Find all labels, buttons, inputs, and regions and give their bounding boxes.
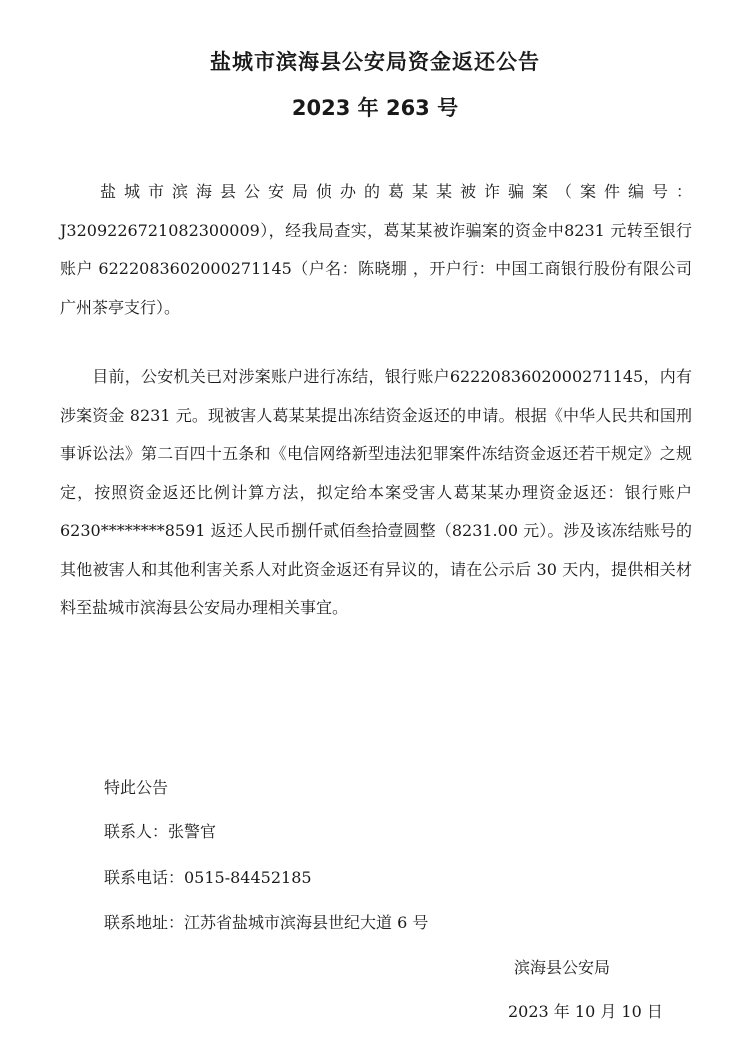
body-paragraph-1-text: 盐城市滨海县公安局侦办的葛某某被诈骗案（案件编号：J3209226721082300009），经我局查实，葛某某被诈骗案的资金中8231 元转至银行账户 6222083602000271145（户名：陈晓堋 ，开户行：中国工商银行股份有限公司广州茶亭支行）。 [60, 182, 692, 317]
closing-statement: 特此公告 [104, 778, 169, 797]
document-title: 盐城市滨海县公安局资金返还公告 [210, 50, 540, 74]
contact-phone: 联系电话：0515-84452185 [104, 868, 312, 887]
contact-address: 联系地址：江苏省盐城市滨海县世纪大道 6 号 [104, 913, 429, 932]
document-number: 2023 年 263 号 [291, 96, 459, 120]
body-paragraph-1 [60, 173, 692, 327]
issuer-signature: 滨海县公安局 [514, 958, 611, 977]
contact-person: 联系人：张警官 [104, 822, 217, 841]
body-paragraph-2-text: 目前，公安机关已对涉案账户进行冻结，银行账户6222083602000271145，内有涉案资金 8231 元。现被害人葛某某提出冻结资金返还的申请。根据《中华人民共和国刑事诉讼法》第二百四十五条和《电信网络新型违法犯罪案件冻结资金返还若干规定》之规定，按照资金返还比例计算方法，拟定给本案受害人葛某某办理资金返还：银行账户 6230********8591 返还人民币捌仟贰佰叁拾壹圆整（8231.00 元）。涉及该冻结账号的其他被害人和其他利害关系人对此资金返还有异议的，请在公示后 30 天内，提供相关材料至盐城市滨海县公安局办理相关事宜。 [60, 367, 692, 617]
body-paragraph-2 [60, 358, 692, 628]
issue-date: 2023 年 10 月 10 日 [508, 1002, 663, 1021]
